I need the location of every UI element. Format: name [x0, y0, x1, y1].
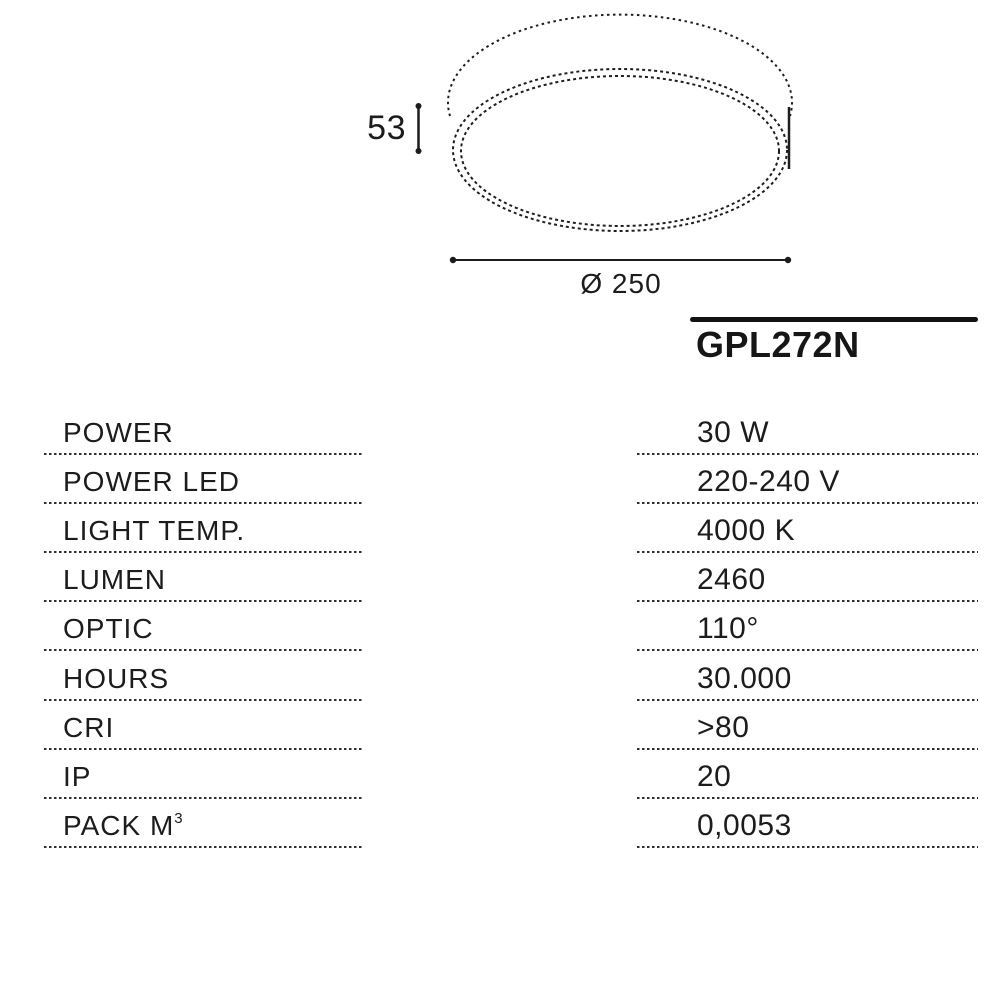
spec-label-lumen: LUMEN	[63, 564, 167, 596]
spec-value-power: 30 W	[697, 416, 770, 450]
spec-value-pack: 0,0053	[697, 808, 792, 842]
diameter-dimension-endpoint-right	[785, 257, 791, 263]
spec-value-light-temp: 4000 K	[697, 514, 796, 548]
lamp-top-rim-arc	[448, 15, 792, 116]
spec-label-light-temp: LIGHT TEMP.	[63, 515, 246, 547]
spec-value-lumen: 2460	[697, 563, 766, 597]
spec-value-cri: >80	[697, 710, 750, 744]
spec-label-hours: HOURS	[63, 662, 170, 694]
lamp-technical-drawing	[0, 0, 1000, 310]
spec-row-ip	[44, 750, 362, 799]
spec-row-power	[44, 406, 362, 455]
product-code-divider	[690, 317, 978, 322]
spec-value-power-led: 220-240 V	[697, 465, 840, 499]
spec-label-column	[44, 406, 362, 848]
spec-label-power-led: POWER LED	[63, 466, 241, 498]
diameter-dimension-label: Ø 250	[580, 268, 662, 299]
spec-row-light-temp-value	[637, 504, 978, 553]
spec-row-lumen-value	[637, 553, 978, 602]
diameter-dimension-endpoint-left	[450, 257, 456, 263]
spec-row-hours-value	[637, 651, 978, 700]
height-dimension-label: 53	[367, 109, 406, 147]
spec-label-pack-text: PACK M	[63, 809, 175, 841]
product-code: GPL272N	[696, 324, 860, 365]
spec-label-pack-sup: 3	[174, 809, 183, 827]
spec-row-hours	[44, 651, 362, 700]
spec-row-cri	[44, 701, 362, 750]
height-dimension-endpoint-top	[416, 103, 422, 109]
height-dimension-endpoint-bottom	[416, 148, 422, 154]
spec-row-power-led	[44, 455, 362, 504]
spec-row-optic-value	[637, 602, 978, 651]
spec-row-ip-value	[637, 750, 978, 799]
spec-label-pack	[63, 810, 183, 848]
spec-row-power-led-value	[637, 455, 978, 504]
spec-row-pack	[44, 799, 362, 848]
lamp-bottom-rim-inner	[461, 76, 779, 226]
spec-row-lumen	[44, 553, 362, 602]
spec-label-ip: IP	[63, 760, 92, 792]
spec-row-pack-value	[637, 799, 978, 848]
spec-row-light-temp	[44, 504, 362, 553]
spec-label-power: POWER	[63, 417, 174, 449]
spec-label-optic: OPTIC	[63, 613, 154, 645]
spec-value-column	[637, 406, 978, 848]
spec-row-optic	[44, 602, 362, 651]
spec-value-optic: 110°	[697, 612, 759, 646]
spec-label-cri: CRI	[63, 711, 115, 743]
spec-value-hours: 30.000	[697, 661, 792, 695]
lamp-bottom-rim-outer	[453, 69, 787, 231]
spec-row-cri-value	[637, 701, 978, 750]
spec-value-ip: 20	[697, 759, 732, 793]
spec-row-power-value	[637, 406, 978, 455]
